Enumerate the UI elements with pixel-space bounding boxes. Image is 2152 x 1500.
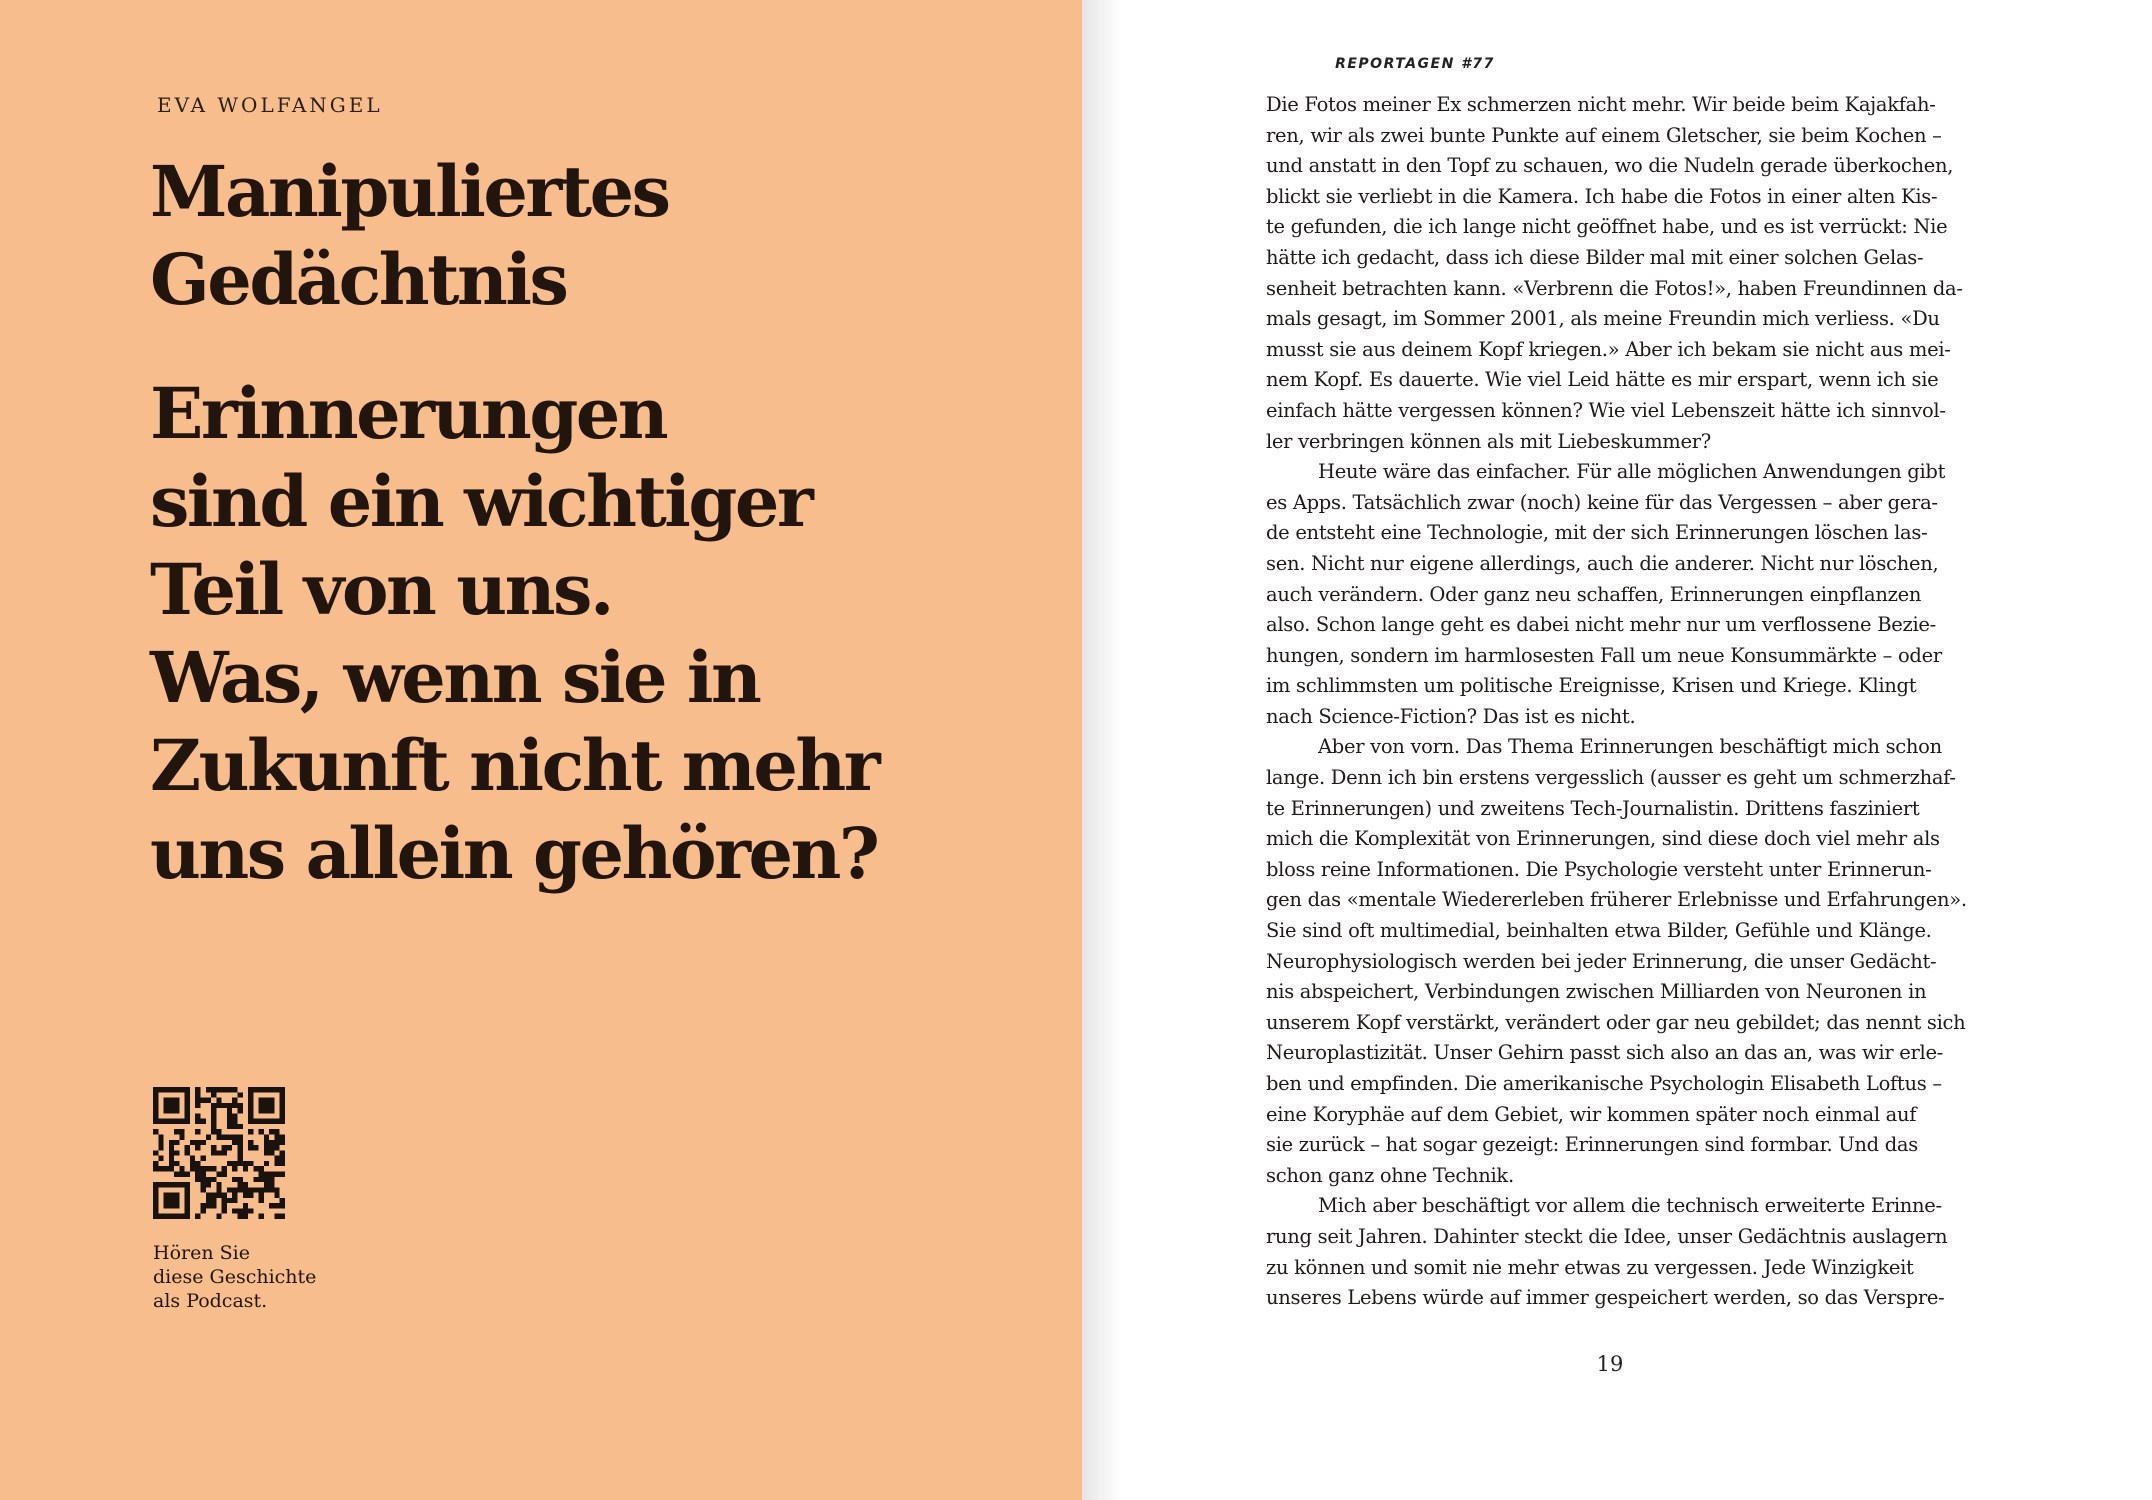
headline-line: Gedächtnis [150, 238, 567, 321]
podcast-caption-line: als Podcast. [153, 1290, 268, 1312]
deck-line: Zukunft nicht mehr [150, 724, 879, 807]
body-line: Neurophysiologisch werden bei jeder Erinnerung, die unser Gedächt- [1266, 949, 1937, 973]
body-line: nis abspeichert, Verbindungen zwischen Milliarden von Neuronen in [1266, 980, 1927, 1004]
body-line: eine Koryphäe auf dem Gebiet, wir kommen später noch einmal auf [1266, 1102, 1917, 1126]
deck-line: Was, wenn sie in [150, 636, 760, 719]
body-line: sie zurück – hat sogar gezeigt: Erinnerungen sind formbar. Und das [1266, 1133, 1918, 1157]
gutter-shadow [1082, 0, 1122, 1500]
deck-line: Teil von uns. [150, 548, 612, 631]
body-line: einfach hätte vergessen können? Wie viel Lebenszeit hätte ich sinnvol- [1266, 398, 1946, 422]
body-line: de entsteht eine Technologie, mit der sich Erinnerungen löschen las- [1266, 521, 1928, 545]
headline [150, 148, 1050, 324]
body-line: Mich aber beschäftigt vor allem die technisch erweiterte Erinne- [1318, 1194, 1942, 1218]
author-name: EVA WOLFANGEL [157, 93, 383, 117]
headline-line: Manipuliertes [150, 150, 669, 233]
body-line: nach Science-Fiction? Das ist es nicht. [1266, 704, 1636, 728]
body-line: ben und empfinden. Die amerikanische Psychologin Elisabeth Loftus – [1266, 1072, 1942, 1095]
body-line: musst sie aus deinem Kopf kriegen.» Aber ich bekam sie nicht aus mei- [1266, 337, 1951, 361]
body-line: im schlimmsten um politische Ereignisse, Krisen und Kriege. Klingt [1266, 674, 1917, 698]
qr-code[interactable] [153, 1087, 285, 1219]
body-line: es Apps. Tatsächlich zwar (noch) keine für das Vergessen – aber gera- [1266, 490, 1938, 514]
body-line: zu können und somit nie mehr etwas zu vergessen. Jede Winzigkeit [1266, 1255, 1914, 1279]
body-line: mich die Komplexität von Erinnerungen, sind diese doch viel mehr als [1266, 827, 1940, 851]
body-line: Die Fotos meiner Ex schmerzen nicht mehr. Wir beide beim Kajakfah- [1266, 93, 1936, 116]
body-line: und anstatt in den Topf zu schauen, wo die Nudeln gerade überkochen, [1266, 154, 1954, 178]
podcast-caption [153, 1241, 316, 1313]
body-line: rung seit Jahren. Dahinter steckt die Idee, unser Gedächtnis auslagern [1266, 1224, 1948, 1248]
body-line: unserem Kopf verstärkt, verändert oder gar neu gebildet; das nennt sich [1266, 1010, 1966, 1034]
deck-line: sind ein wichtiger [150, 460, 812, 543]
deck-line: uns allein gehören? [150, 812, 878, 895]
body-line: ren, wir als zwei bunte Punkte auf einem Gletscher, sie beim Kochen – [1266, 123, 1942, 147]
body-line: sen. Nicht nur eigene allerdings, auch die anderer. Nicht nur löschen, [1266, 551, 1939, 575]
body-line: hungen, sondern im harmlosesten Fall um neue Konsummärkte – oder [1266, 643, 1942, 667]
body-line: hätte ich gedacht, dass ich diese Bilder mal mit einer solchen Gelas- [1266, 245, 1924, 269]
body-line: auch verändern. Oder ganz neu schaffen, Erinnerungen einpflanzen [1266, 582, 1922, 606]
body-line: Heute wäre das einfacher. Für alle möglichen Anwendungen gibt [1318, 460, 1946, 484]
body-line: mals gesagt, im Sommer 2001, als meine Freundin mich verliess. «Du [1266, 307, 1940, 331]
body-line: schon ganz ohne Technik. [1266, 1163, 1514, 1187]
deck [150, 370, 1070, 898]
body-line: Aber von vorn. Das Thema Erinnerungen beschäftigt mich schon [1318, 735, 1942, 759]
podcast-caption-line: Hören Sie [153, 1242, 250, 1264]
deck-line: Erinnerungen [150, 372, 667, 455]
body-line: bloss reine Informationen. Die Psychologie versteht unter Erinnerun- [1266, 857, 1932, 881]
body-line: te gefunden, die ich lange nicht geöffnet habe, und es ist verrückt: Nie [1266, 215, 1948, 239]
body-line: nem Kopf. Es dauerte. Wie viel Leid hätte es mir erspart, wenn ich sie [1266, 368, 1939, 392]
body-line: gen das «mentale Wiedererleben früherer Erlebnisse und Erfahrungen». [1266, 888, 1967, 912]
body-line: Sie sind oft multimedial, beinhalten etwa Bilder, Gefühle und Klänge. [1266, 919, 1932, 943]
body-line: senheit betrachten kann. «Verbrenn die Fotos!», haben Freundinnen da- [1266, 276, 1963, 300]
running-head: REPORTAGEN #77 [1335, 56, 1495, 72]
body-line: also. Schon lange geht es dabei nicht mehr nur um verflossene Bezie- [1266, 613, 1936, 637]
body-line: unseres Lebens würde auf immer gespeichert werden, so das Verspre- [1266, 1286, 1945, 1310]
body-line: ler verbringen können als mit Liebeskummer? [1266, 429, 1711, 453]
article-body [1266, 90, 2006, 1314]
body-line: te Erinnerungen) und zweitens Tech-Journalistin. Drittens fasziniert [1266, 796, 1920, 820]
body-line: Neuroplastizität. Unser Gehirn passt sich also an das an, was wir erle- [1266, 1041, 1943, 1065]
body-line: blickt sie verliebt in die Kamera. Ich habe die Fotos in einer alten Kis- [1266, 184, 1938, 208]
body-line: lange. Denn ich bin erstens vergesslich (ausser es geht um schmerzhaf- [1266, 766, 1956, 790]
podcast-caption-line: diese Geschichte [153, 1266, 317, 1288]
page-number: 19 [1596, 1352, 1624, 1376]
